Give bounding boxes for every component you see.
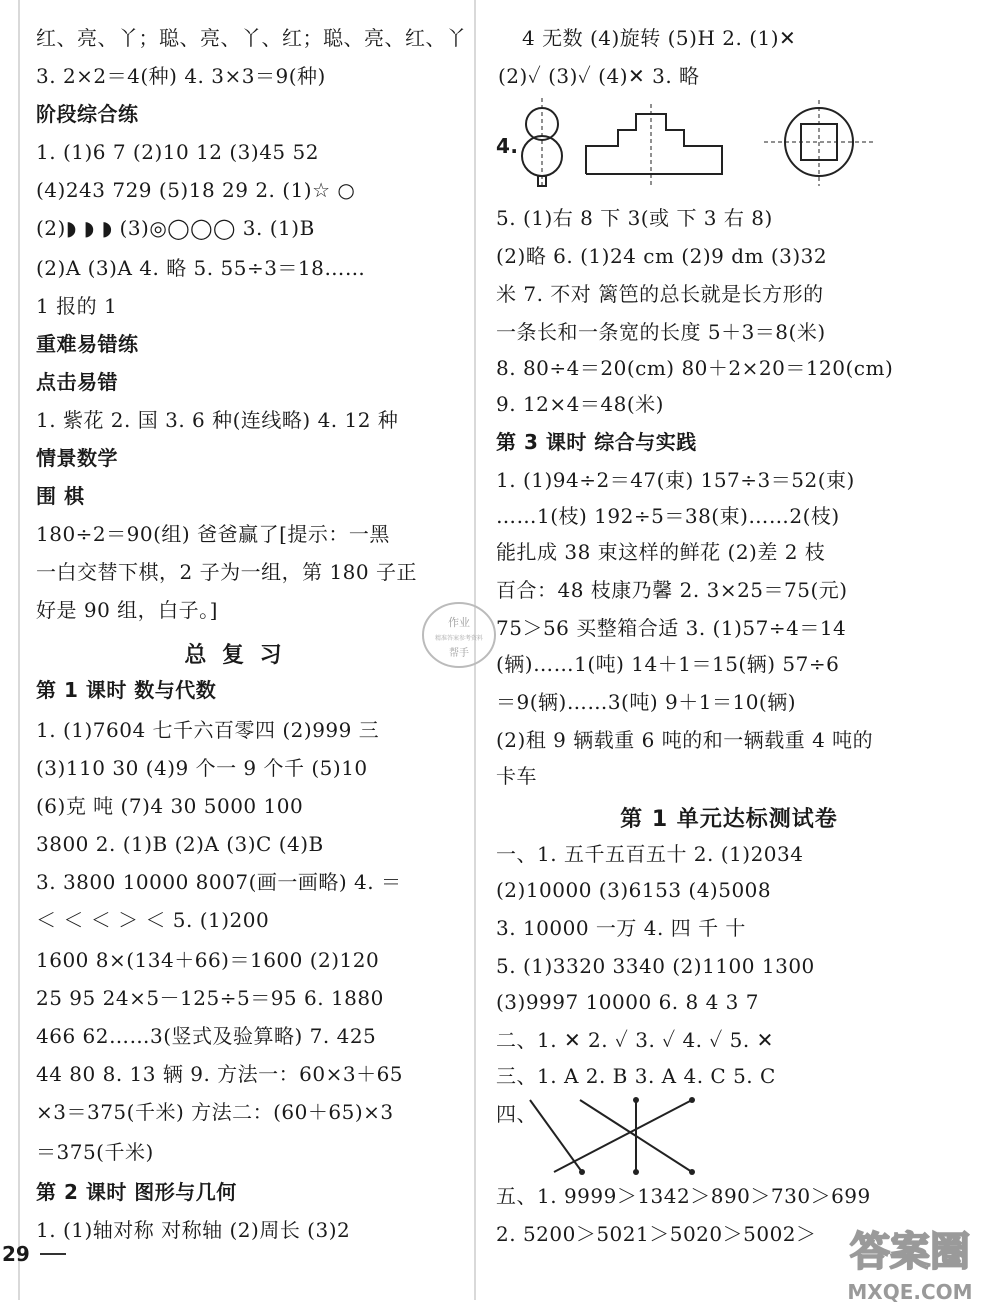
heading-go-chess: 围 棋	[36, 484, 85, 508]
matching-lines-figure	[528, 1094, 728, 1178]
text-line: 25 95 24×5－125÷5＝95 6. 1880	[36, 986, 384, 1010]
heading-error-click: 点击易错	[36, 370, 118, 394]
text-line: 9. 12×4＝48(米)	[496, 392, 664, 416]
right-column	[478, 0, 1000, 1309]
text-line: 一、1. 五千五百五十 2. (1)2034	[496, 842, 804, 866]
text-line: 1600 8×(134＋66)＝1600 (2)120	[36, 948, 380, 972]
lesson-heading-1: 第 1 课时 数与代数	[36, 678, 217, 702]
section-title-review: 总 复 习	[184, 643, 286, 668]
text-line: 1. (1)94÷2＝47(束) 157÷3＝52(束)	[496, 468, 855, 492]
text-line: 卡车	[496, 764, 537, 788]
text-line: 8. 80÷4＝20(cm) 80＋2×20＝120(cm)	[496, 356, 894, 380]
text-line: 一白交替下棋，2 子为一组，第 180 子正	[36, 560, 417, 584]
text-line: 180÷2＝90(组) 爸爸赢了[提示：一黑	[36, 522, 390, 546]
text-line: (2)10000 (3)6153 (4)5008	[496, 878, 772, 902]
stamp-logo	[420, 600, 498, 670]
lesson-heading-2: 第 2 课时 图形与几何	[36, 1180, 237, 1204]
text-line: 2. 5200＞5021＞5020＞5002＞	[496, 1222, 817, 1246]
page-number: 29	[2, 1242, 30, 1266]
text-line: (2)略 6. (1)24 cm (2)9 dm (3)32	[496, 244, 828, 268]
text-line: (3)110 30 (4)9 个一 9 个千 (5)10	[36, 756, 368, 780]
text-line: ＝375(千米)	[36, 1140, 154, 1164]
text-line: (2)◗ ◗ ◗ (3)◎◯◯◯ 3. (1)B	[36, 216, 315, 240]
watermark-url: MXQE.COM	[847, 1280, 973, 1304]
text-line: 1. (1)轴对称 对称轴 (2)周长 (3)2	[36, 1218, 351, 1242]
text-line: ＝9(辆)……3(吨) 9＋1＝10(辆)	[496, 690, 797, 714]
text-line: 二、1. ✕ 2. ✓ 3. ✓ 4. ✓ 5. ✕	[496, 1028, 774, 1052]
stamp-text-top: 作业	[448, 616, 470, 629]
text-line: 44 80 8. 13 辆 9. 方法一：60×3＋65	[36, 1062, 404, 1086]
text-line: ＜ ＜ ＜ ＞ ＜ 5. (1)200	[36, 908, 270, 932]
text-line: (辆)……1(吨) 14＋1＝15(辆) 57÷6	[496, 652, 840, 676]
gourd-figure	[522, 98, 562, 188]
text-line: 五、1. 9999＞1342＞890＞730＞699	[496, 1184, 871, 1208]
text-line: 百合：48 枝康乃馨 2. 3×25＝75(元)	[496, 578, 848, 602]
text-line: 四、	[496, 1102, 537, 1126]
text-line: 一条长和一条宽的长度 5＋3＝8(米)	[496, 320, 826, 344]
text-line: 3. 2×2＝4(种) 4. 3×3＝9(种)	[36, 64, 326, 88]
heading-difficult-practice: 重难易错练	[36, 332, 139, 356]
text-line: (2)A (3)A 4. 略 5. 55÷3＝18……	[36, 256, 366, 280]
text-line: 5. (1)右 8 下 3(或 下 3 右 8)	[496, 206, 773, 230]
coin-figure	[764, 100, 874, 186]
text-line: (2)✓ (3)✓ (4)✕ 3. 略	[498, 64, 700, 88]
text-line: ×3＝375(千米) 方法二：(60＋65)×3	[36, 1100, 394, 1124]
stepped-figure	[586, 104, 722, 186]
text-line: ……1(枝) 192÷5＝38(束)……2(枝)	[496, 504, 840, 528]
stamp-text-mid: 精准答案参考资料	[434, 635, 484, 642]
text-line: 466 62……3(竖式及验算略) 7. 425	[36, 1024, 377, 1048]
lesson-heading-3: 第 3 课时 综合与实践	[496, 430, 697, 454]
text-line: 红、亮、丫；聪、亮、丫、红；聪、亮、红、丫	[36, 26, 467, 50]
text-line: 3800 2. (1)B (2)A (3)C (4)B	[36, 832, 324, 856]
text-line: 1. (1)7604 七千六百零四 (2)999 三	[36, 718, 380, 742]
text-line: 1. (1)6 7 (2)10 12 (3)45 52	[36, 140, 319, 164]
text-line: 能扎成 38 束这样的鲜花 (2)差 2 枝	[496, 540, 826, 564]
text-line: 4 无数 (4)旋转 (5)H 2. (1)✕	[522, 26, 797, 50]
text-line: 好是 90 组，白子。]	[36, 598, 218, 622]
question-4-label: 4.	[496, 134, 519, 158]
stamp-text-bottom: 帮手	[449, 648, 469, 659]
text-line: 米 7. 不对 篱笆的总长就是长方形的	[496, 282, 824, 306]
text-line: (4)243 729 (5)18 29 2. (1)☆ ○	[36, 178, 356, 202]
text-line: 5. (1)3320 3340 (2)1100 1300	[496, 954, 815, 978]
symmetry-figures	[518, 96, 938, 192]
text-line: 1 报的 1	[36, 294, 118, 318]
watermark-text: 答案圈	[850, 1229, 970, 1275]
watermark-logo	[810, 1215, 1000, 1309]
text-line: 1. 紫花 2. 国 3. 6 种(连线略) 4. 12 种	[36, 408, 399, 432]
text-line: (6)克 吨 (7)4 30 5000 100	[36, 794, 304, 818]
text-line: 3. 10000 一万 4. 四 千 十	[496, 916, 746, 940]
text-line: (2)租 9 辆载重 6 吨的和一辆载重 4 吨的	[496, 728, 874, 752]
heading-scene-math: 情景数学	[36, 446, 118, 470]
text-line: 三、1. A 2. B 3. A 4. C 5. C	[496, 1064, 776, 1088]
section-title-unit-test: 第 1 单元达标测试卷	[620, 807, 838, 832]
text-line: (3)9997 10000 6. 8 4 3 7	[496, 990, 759, 1014]
text-line: 75＞56 买整箱合适 3. (1)57÷4＝14	[496, 616, 847, 640]
page-number-dash	[40, 1253, 66, 1255]
heading-stage-practice: 阶段综合练	[36, 102, 139, 126]
left-column	[0, 0, 470, 1309]
text-line: 3. 3800 10000 8007(画一画略) 4. ＝	[36, 870, 402, 894]
